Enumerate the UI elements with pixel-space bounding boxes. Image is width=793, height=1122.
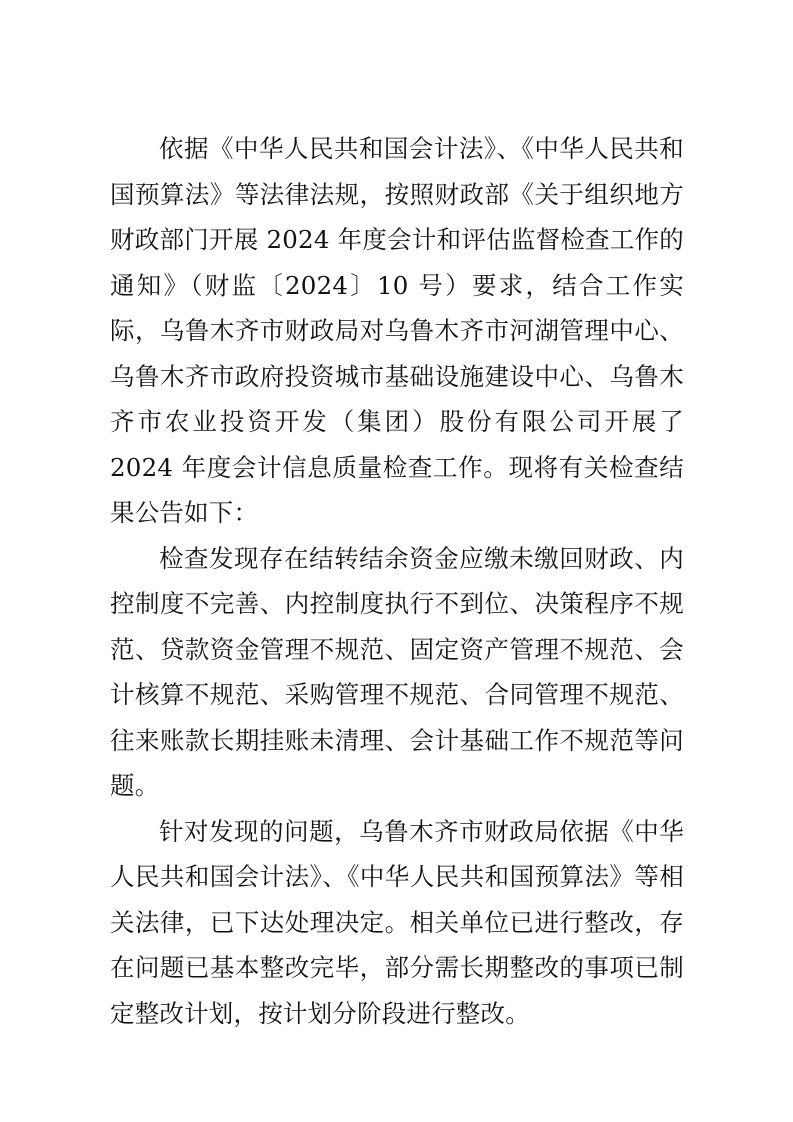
paragraph-1: 依据《中华人民共和国会计法》、《中华人民共和国预算法》等法律法规，按照财政部《关于组织地方财政部门开展 2024 年度会计和评估监督检查工作的通知》（财监〔2024〕10 号）要求，结合工作实际，乌鲁木齐市财政局对乌鲁木齐市河湖管理中心、乌鲁木齐市政府投资城市基础设施建设中心、乌鲁木齐市农业投资开发（集团）股份有限公司开展了 2024 年度会计信息质量检查工作。现将有关检查结果公告如下：	[110, 134, 684, 527]
document-body	[110, 126, 684, 1036]
paragraph-3: 针对发现的问题，乌鲁木齐市财政局依据《中华人民共和国会计法》、《中华人民共和国预算法》等相关法律，已下达处理决定。相关单位已进行整改，存在问题已基本整改完毕，部分需长期整改的事项已制定整改计划，按计划分阶段进行整改。	[110, 816, 684, 1028]
paragraph-2: 检查发现存在结转结余资金应缴未缴回财政、内控制度不完善、内控制度执行不到位、决策程序不规范、贷款资金管理不规范、固定资产管理不规范、会计核算不规范、采购管理不规范、合同管理不规范、往来账款长期挂账未清理、会计基础工作不规范等问题。	[110, 543, 684, 800]
